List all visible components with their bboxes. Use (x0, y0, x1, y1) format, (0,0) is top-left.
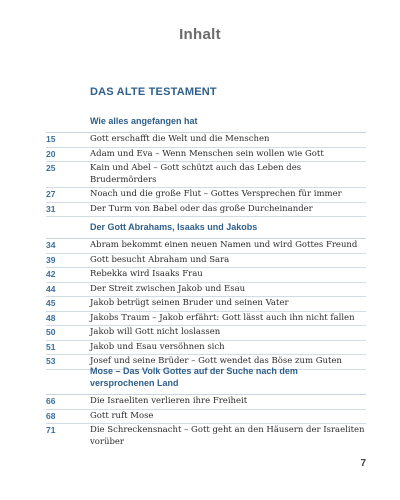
part-heading: DAS ALTE TESTAMENT (90, 86, 217, 98)
toc-page-number: 25 (46, 163, 56, 173)
toc-entry-title: Der Turm von Babel oder das große Durcheinander (90, 203, 313, 214)
toc-entry-title: Noach und die große Flut – Gottes Versprechen für immer (90, 189, 342, 199)
toc-entry[interactable] (46, 239, 366, 254)
section-heading: Der Gott Abrahams, Isaaks und Jakobs (90, 222, 258, 232)
toc-entry-title: Die Schreckensnacht – Gott geht an den Häusern der Israeliten vorüber (90, 425, 365, 447)
toc-entry-title: Jakob betrügt seinen Bruder und seinen Vater (90, 298, 289, 308)
toc-entry[interactable] (46, 341, 366, 356)
toc-entry-title: Kain und Abel – Gott schützt auch das Leben des Brudermörders (90, 163, 302, 185)
page-title: Inhalt (179, 26, 221, 43)
section-heading: Mose – Das Volk Gottes auf der Suche nach dem versprochenen Land (90, 366, 298, 388)
toc-entry[interactable] (46, 148, 366, 163)
toc-entry[interactable] (46, 326, 366, 341)
toc-entry[interactable] (46, 254, 366, 269)
toc-page-number: 53 (46, 356, 56, 366)
toc-page-number: 50 (46, 327, 56, 337)
toc-entry-title: Josef und seine Brüder – Gott wendet das Böse zum Guten (90, 356, 342, 366)
toc-page-number: 48 (46, 312, 56, 323)
toc-entry-title: Jakobs Traum – Jakob erfährt: Gott lässt auch ihn nicht fallen (90, 312, 355, 323)
toc-entry-title: Die Israeliten verlieren ihre Freiheit (90, 396, 248, 406)
toc-entry[interactable] (46, 268, 366, 283)
toc-entry-title: Gott besucht Abraham und Sara (90, 254, 230, 265)
toc-entry-title: Jakob und Esau versöhnen sich (90, 341, 225, 352)
toc-entry[interactable] (46, 410, 366, 425)
toc-entry-title: Rebekka wird Isaaks Frau (90, 269, 203, 279)
toc-entry[interactable] (46, 424, 366, 449)
toc-entry[interactable] (46, 162, 366, 188)
toc-entry[interactable] (46, 133, 366, 148)
toc-entry[interactable] (46, 297, 366, 312)
section-2 (46, 218, 366, 370)
toc-page-number: 27 (46, 189, 56, 199)
section-heading: Wie alles angefangen hat (90, 116, 198, 126)
toc-entry-title: Der Streit zwischen Jakob und Esau (90, 283, 246, 294)
toc-page-number: 51 (46, 341, 56, 352)
toc-page-number: 42 (46, 269, 56, 279)
toc-entry[interactable] (46, 203, 366, 218)
toc-entry[interactable] (46, 283, 366, 298)
toc-page-number: 71 (46, 425, 56, 435)
toc-page-number: 39 (46, 254, 56, 265)
toc-page-number: 44 (46, 283, 56, 294)
section-1 (46, 112, 366, 217)
toc-page-number: 31 (46, 203, 56, 214)
toc-entry-title: Jakob will Gott nicht loslassen (90, 327, 221, 337)
toc-page-number: 45 (46, 298, 56, 308)
toc-page-number: 15 (46, 134, 56, 144)
toc-entry-title: Abram bekommt einen neuen Namen und wird Gottes Freund (90, 240, 358, 250)
toc-entry[interactable] (46, 395, 366, 410)
page-number: 7 (360, 458, 366, 469)
toc-entry-title: Gott ruft Mose (90, 410, 154, 421)
toc-page-number: 66 (46, 396, 56, 406)
toc-page-number: 20 (46, 148, 56, 159)
toc-entry-title: Adam und Eva – Wenn Menschen sein wollen wie Gott (90, 148, 324, 159)
toc-page-number: 68 (46, 410, 56, 421)
toc-entry-title: Gott erschafft die Welt und die Menschen (90, 134, 270, 144)
toc-entry[interactable] (46, 312, 366, 327)
toc-entry[interactable] (46, 188, 366, 203)
section-3 (46, 362, 366, 449)
toc-page-number: 34 (46, 240, 56, 250)
